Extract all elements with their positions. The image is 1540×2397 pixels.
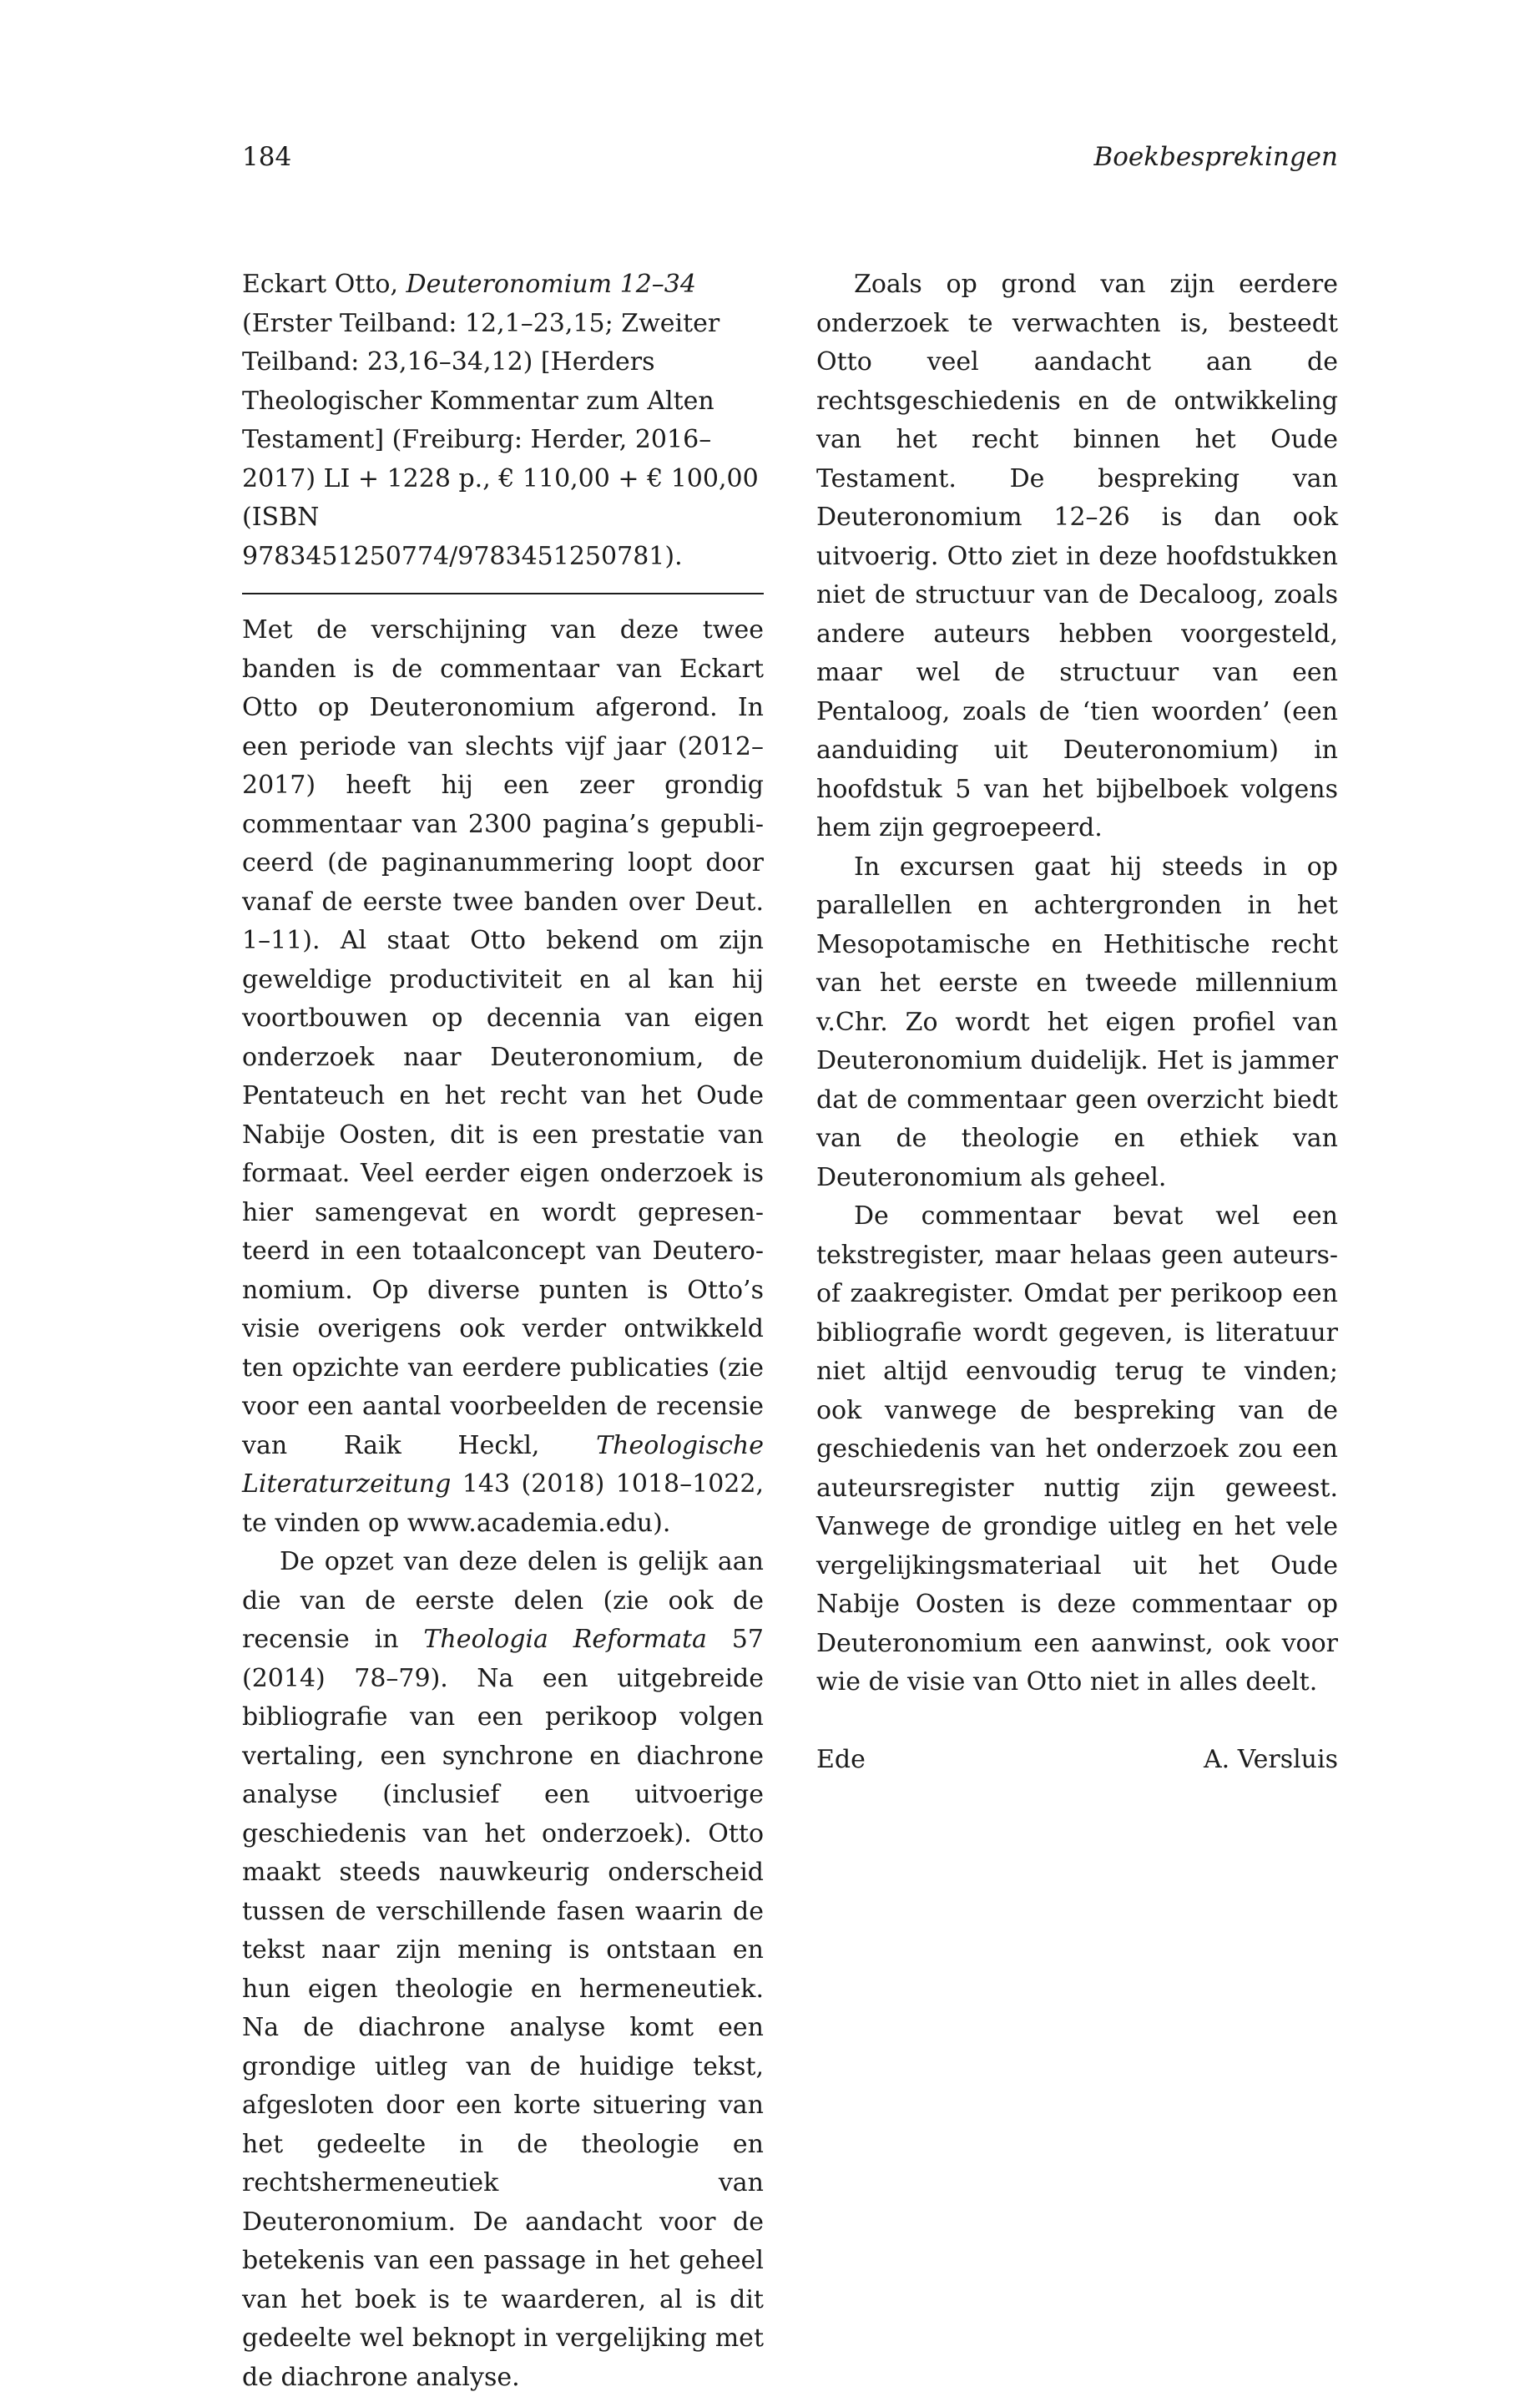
review-paragraph-2 — [242, 1543, 764, 2397]
journal-title: Theologische Literaturzeitung — [242, 1430, 764, 1499]
citation-title: Deuteronomium 12–34 — [406, 270, 696, 299]
book-citation — [242, 265, 764, 576]
page-number: 184 — [242, 142, 292, 172]
review-paragraph-5: De commentaar bevat wel een tekstregister, maar helaas geen auteurs- of zaakregister. Omdat per perikoop een bibliografie wordt gegeven, is literatuur niet altijd eenvoudig terug te vinden; ook vanwege de bespreking van de geschiedenis van het onderzoek zou een auteursregister nuttig zijn geweest. Vanwege de grondige uitleg en het vele vergelijkingsmateriaal uit het Oude Nabije Oosten is deze commentaar op Deuteronomium een aanwinst, ook voor wie de visie van Otto niet in alles deelt. — [816, 1201, 1338, 1697]
citation-details: (Erster Teilband: 12,1–23,15; Zweiter Teilband: 23,16–34,12) [Herders Theologischer Kommentar zum Alten Testament] (Freiburg: Herder, 2016–2017) LI + 1228 p., € 110,00 + € 100,00 (ISBN 9783451250774/9783451250781). — [242, 308, 759, 571]
signoff-reviewer: A. Versluis — [1203, 1744, 1338, 1774]
signoff-place: Ede — [816, 1744, 866, 1774]
review-paragraph-3: Zoals op grond van zijn eerdere onderzoek te verwachten is, besteedt Otto veel aandacht aan de rechtsgeschiedenis en de ontwikkeling van het recht binnen het Oude Testament. De bespreking van Deuteronomium 12–26 is dan ook uitvoerig. Otto ziet in deze hoofdstukken niet de structuur van de Decaloog, zoals andere auteurs hebben voorgesteld, maar wel de structuur van een Pentaloog, zoals de ‘tien woorden’ (een aanduiding uit Deuteronomium) in hoofdstuk 5 van het bijbelboek volgens hem zijn gegroepeerd. — [816, 270, 1338, 842]
signoff — [816, 1741, 1338, 1780]
paragraph-text: 57 (2014) 78–79). Na een uitgebreide bibliografie van een perikoop volgen vertaling, een synchrone en diachrone analyse (inclusief een uitvoerige geschiedenis van het onderzoek). Otto maakt steeds nauwkeurig onderscheid tussen de verschillende fasen waarin de tekst naar zijn mening is ontstaan en hun eigen theologie en hermeneutiek. Na de diachrone analyse komt een grondige uitleg van de huidige tekst, afgesloten door een korte situering van het gedeelte in de theologie en rechtshermeneutiek van Deuteronomium. De aandacht voor de betekenis van een passage in het geheel van het boek is te waarderen, al is dit gedeelte wel beknopt in vergelijking met de diachrone analyse. — [242, 1625, 764, 2392]
review-paragraph-1 — [242, 611, 764, 1543]
citation-author: Eckart Otto, — [242, 270, 406, 299]
running-head: Boekbesprekingen — [1093, 142, 1338, 172]
review-paragraph-4: In excursen gaat hij steeds in op parallellen en achtergronden in het Mesopotamische en Hethitische recht van het eerste en tweede millennium v.Chr. Zo wordt het eigen profiel van Deuteronomium duidelijk. Het is jammer dat de commentaar geen overzicht biedt van de theologie en ethiek van Deuteronomium als geheel. — [816, 852, 1338, 1192]
paragraph-text: De opzet van deze delen is gelijk aan die van de eerste delen (zie ook de recensie in — [242, 1547, 764, 1654]
paragraph-text: 143 (2018) 1018–1022, te vinden op www.academia.edu). — [242, 1469, 764, 1538]
journal-title: Theologia Reformata — [423, 1625, 707, 1654]
citation-divider — [242, 593, 764, 594]
right-column — [816, 265, 1338, 1779]
left-column — [242, 265, 764, 2397]
paragraph-text: Met de verschijning van deze twee banden is de commentaar van Eckart Otto op Deuteronomium afgerond. In een periode van slechts vijf jaar (2012–2017) heeft hij een zeer grondig commentaar van 2300 pagina’s gepubliceerd (de paginanummering loopt door vanaf de eerste twee banden over Deut. 1–11). Al staat Otto bekend om zijn geweldige productiviteit en al kan hij voortbouwen op decennia van eigen onderzoek naar Deuteronomium, de Pentateuch en het recht van het Oude Nabije Oosten, dit is een prestatie van formaat. Veel eerder eigen onderzoek is hier samengevat en wordt gepresenteerd in een totaalconcept van Deuteronomium. Op diverse punten is Otto’s visie overigens ook verder ontwikkeld ten opzichte van eerdere publicaties (zie voor een aantal voorbeelden de recensie van Raik Heckl, — [242, 615, 764, 1460]
